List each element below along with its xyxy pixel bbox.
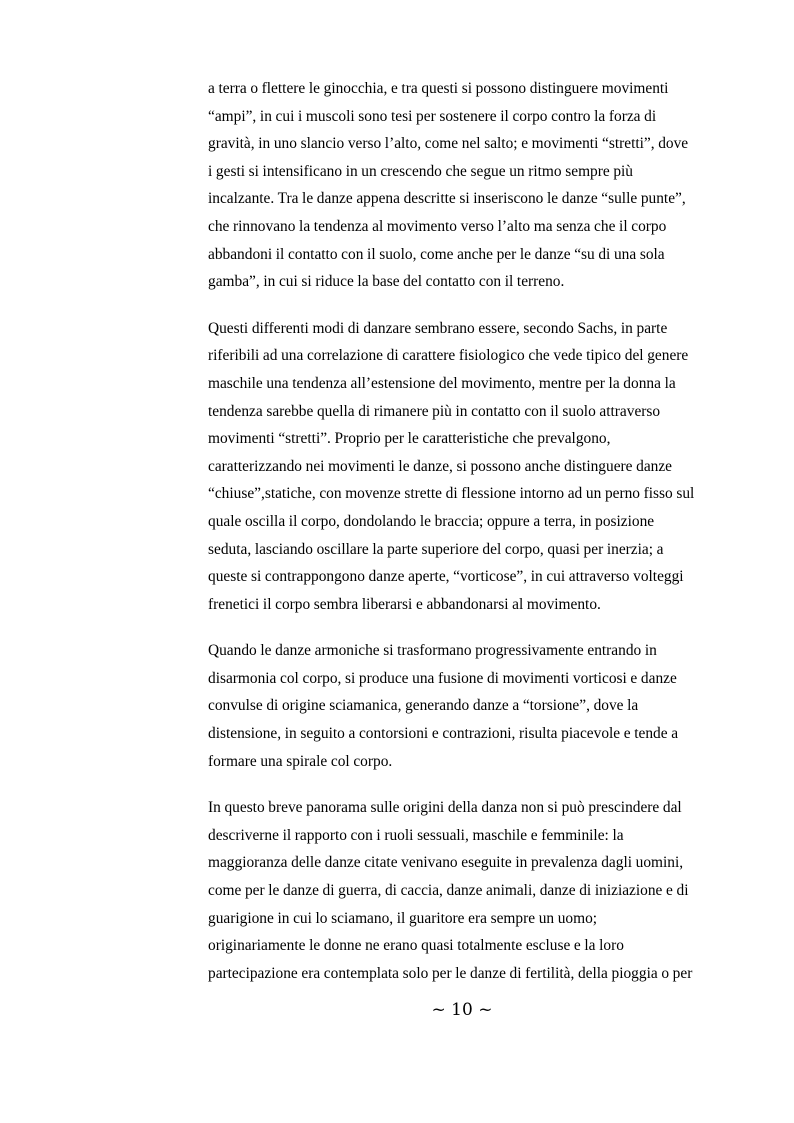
text-line: maggioranza delle danze citate venivano eseguite in prevalenza dagli uomini,: [208, 854, 684, 872]
text-line: Quando le danze armoniche si trasformano progressivamente entrando in: [208, 642, 657, 660]
text-line: caratterizzando nei movimenti le danze, si possono anche distinguere danze: [208, 457, 673, 475]
text-line: distensione, in seguito a contorsioni e contrazioni, risulta piacevole e tende a: [208, 725, 679, 743]
text-line: abbandoni il contatto con il suolo, come anche per le danze “su di una sola: [208, 245, 665, 263]
text-line: queste si contrappongono danze aperte, “vorticose”, in cui attraverso volteggi: [208, 568, 684, 586]
text-line: gravità, in uno slancio verso l’alto, come nel salto; e movimenti “stretti”, dove: [208, 135, 689, 153]
text-line: partecipazione era contemplata solo per le danze di fertilità, della pioggia o per: [208, 964, 693, 982]
paragraph-spacer: [208, 618, 726, 637]
paragraph-1: [208, 75, 726, 296]
paragraph-4: [208, 794, 726, 987]
text-line: “ampi”, in cui i muscoli sono tesi per sostenere il corpo contro la forza di: [208, 107, 657, 125]
text-line: formare una spirale col corpo.: [208, 752, 393, 770]
page-number: ~ 10 ~: [431, 1000, 493, 1020]
text-line: descriverne il rapporto con i ruoli sessuali, maschile e femminile: la: [208, 826, 624, 844]
text-line: disarmonia col corpo, si produce una fusione di movimenti vorticosi e danze: [208, 669, 677, 687]
text-line: Questi differenti modi di danzare sembrano essere, secondo Sachs, in parte: [208, 319, 668, 337]
text-line: incalzante. Tra le danze appena descritte si inseriscono le danze “sulle punte”,: [208, 190, 686, 208]
text-line: che rinnovano la tendenza al movimento verso l’alto ma senza che il corpo: [208, 217, 667, 235]
text-line: In questo breve panorama sulle origini della danza non si può prescindere dal: [208, 799, 682, 817]
text-line: seduta, lasciando oscillare la parte superiore del corpo, quasi per inerzia; a: [208, 540, 664, 558]
text-line: tendenza sarebbe quella di rimanere più in contatto con il suolo attraverso: [208, 402, 661, 420]
text-line: convulse di origine sciamanica, generando danze a “torsione”, dove la: [208, 697, 639, 715]
text-line: frenetici il corpo sembra liberarsi e abbandonarsi al movimento.: [208, 595, 601, 613]
text-line: a terra o flettere le ginocchia, e tra questi si possono distinguere movimenti: [208, 80, 669, 97]
text-line: movimenti “stretti”. Proprio per le caratteristiche che prevalgono,: [208, 430, 611, 448]
text-line: i gesti si intensificano in un crescendo che segue un ritmo sempre più: [208, 162, 634, 180]
paragraph-2: [208, 315, 726, 619]
paragraph-3: [208, 637, 726, 775]
text-line: quale oscilla il corpo, dondolando le braccia; oppure a terra, in posizione: [208, 512, 655, 530]
paragraph-spacer: [208, 775, 726, 794]
paragraph-spacer: [208, 296, 726, 315]
text-line: maschile una tendenza all’estensione del movimento, mentre per la donna la: [208, 374, 676, 392]
text-line: originariamente le donne ne erano quasi totalmente escluse e la loro: [208, 937, 624, 955]
body-text: [208, 75, 726, 987]
text-line: guarigione in cui lo sciamano, il guaritore era sempre un uomo;: [208, 909, 598, 927]
text-line: “chiuse”,statiche, con movenze strette di flessione intorno ad un perno fisso sul: [208, 485, 695, 503]
text-line: riferibili ad una correlazione di carattere fisiologico che vede tipico del genere: [208, 347, 689, 365]
text-line: come per le danze di guerra, di caccia, danze animali, danze di iniziazione e di: [208, 882, 689, 900]
text-line: gamba”, in cui si riduce la base del contatto con il terreno.: [208, 273, 565, 291]
